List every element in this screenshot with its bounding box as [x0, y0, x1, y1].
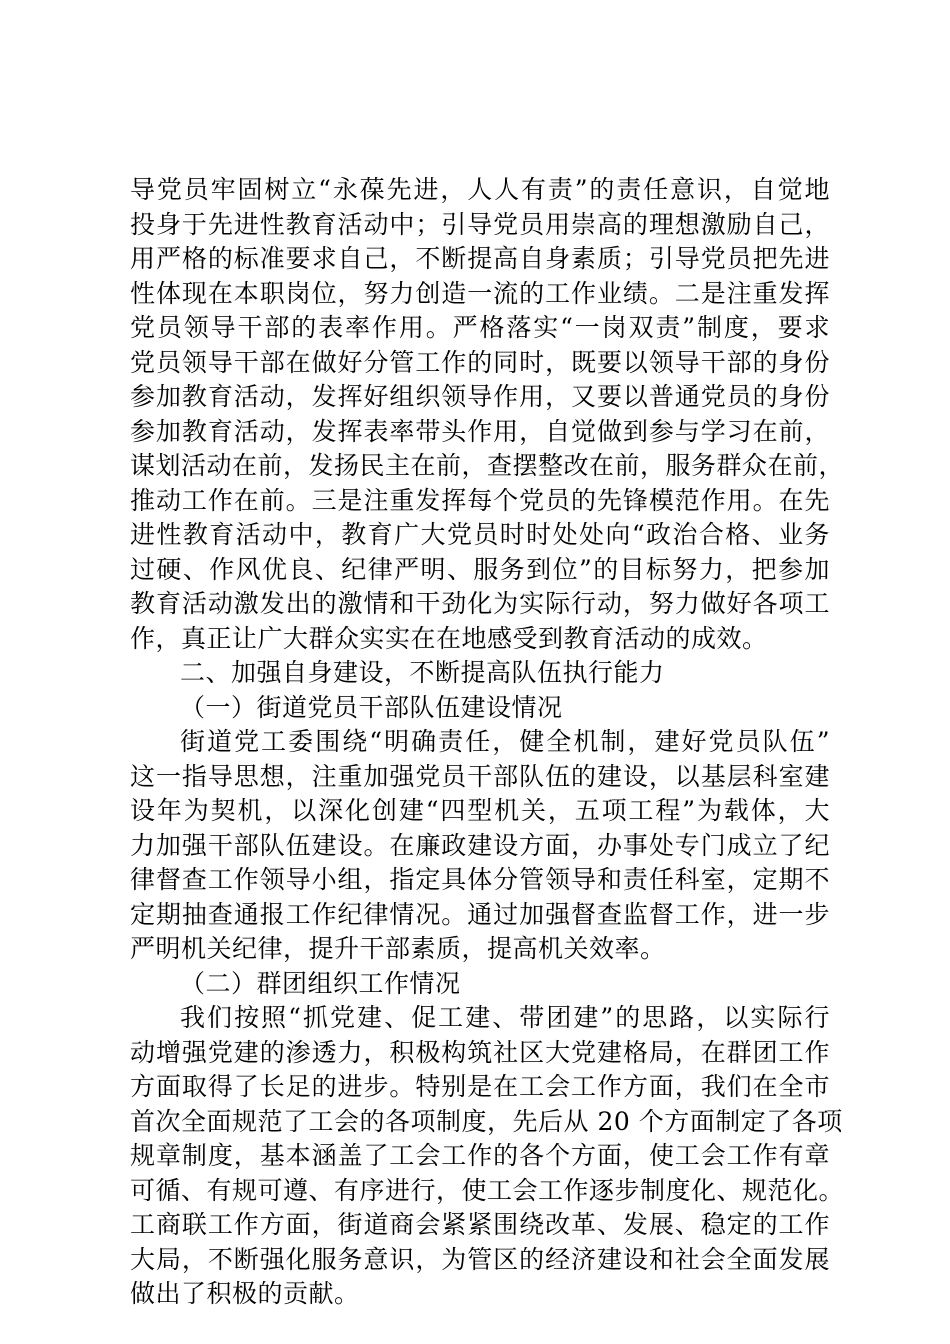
text-line: 做出了积极的贡献。 [130, 1279, 360, 1308]
paragraph-mass-organizations [130, 1001, 845, 1312]
text-line: 党员领导干部在做好分管工作的同时，既要以领导干部的身份 [130, 347, 830, 377]
document-body [130, 173, 845, 1312]
text-line: 谋划活动在前，发扬民主在前，查摆整改在前，服务群众在前， [130, 451, 845, 480]
text-line: 工商联工作方面，街道商会紧紧围绕改革、发展、稳定的工作 [130, 1210, 830, 1239]
text-line: 进性教育活动中，教育广大党员时时处处向“政治合格、业务 [130, 520, 830, 549]
text-line: 推动工作在前。三是注重发挥每个党员的先锋模范作用。在先 [130, 485, 830, 515]
section-heading-2 [130, 656, 830, 691]
text-line: 作，真正让广大群众实实在在地感受到教育活动的成效。 [130, 623, 768, 653]
text-line: 党员领导干部的表率作用。严格落实“一岗双责”制度，要求 [130, 313, 830, 342]
text-line: 我们按照“抓党建、促工建、带团建”的思路，以实际行 [180, 1003, 830, 1032]
text-line: 过硬、作风优良、纪律严明、服务到位”的目标努力，把参加 [130, 554, 830, 584]
text-line: 参加教育活动，发挥好组织领导作用，又要以普通党员的身份 [130, 382, 830, 411]
text-line: 用严格的标准要求自己，不断提高自身素质；引导党员把先进 [130, 244, 830, 273]
paragraph-cadre-team [130, 725, 830, 967]
heading-text: 二、加强自身建设，不断提高队伍执行能力 [180, 658, 665, 687]
text-line: 力加强干部队伍建设。在廉政建设方面，办事处专门成立了纪 [130, 830, 830, 860]
text-line: 律督查工作领导小组，指定具体分管领导和责任科室，定期不 [130, 865, 830, 894]
text-line: 可循、有规可遵、有序进行，使工会工作逐步制度化、规范化。 [130, 1175, 845, 1205]
heading-text: （一）街道党员干部队伍建设情况 [180, 692, 563, 722]
subsection-heading-1 [130, 691, 830, 726]
text-line: 参加教育活动，发挥表率带头作用，自觉做到参与学习在前， [130, 416, 830, 446]
text-line: 教育活动激发出的激情和干劲化为实际行动，努力做好各项工 [130, 589, 830, 618]
text-line: 设年为契机，以深化创建“四型机关，五项工程”为载体，大 [130, 796, 830, 825]
paragraph-party-member-role [130, 173, 845, 656]
subsection-heading-2 [130, 967, 830, 1002]
text-line: 导党员牢固树立“永葆先进，人人有责”的责任意识，自觉地 [130, 175, 830, 204]
text-line: 规章制度，基本涵盖了工会工作的各个方面，使工会工作有章 [130, 1141, 830, 1170]
text-line: 大局，不断强化服务意识，为管区的经济建设和社会全面发展 [130, 1244, 830, 1274]
heading-text: （二）群团组织工作情况 [180, 968, 461, 998]
text-line: 定期抽查通报工作纪律情况。通过加强督查监督工作，进一步 [130, 899, 830, 929]
text-line: 性体现在本职岗位，努力创造一流的工作业绩。二是注重发挥 [130, 278, 830, 308]
text-line: 严明机关纪律，提升干部素质，提高机关效率。 [130, 934, 666, 963]
text-line: 首次全面规范了工会的各项制度，先后从 20 个方面制定了各项 [130, 1106, 843, 1136]
text-line: 街道党工委围绕“明确责任，健全机制，建好党员队伍” [180, 727, 830, 756]
text-line: 方面取得了长足的进步。特别是在工会工作方面，我们在全市 [130, 1072, 830, 1101]
text-line: 动增强党建的渗透力，积极构筑社区大党建格局，在群团工作 [130, 1037, 830, 1067]
text-line: 投身于先进性教育活动中；引导党员用崇高的理想激励自己， [130, 209, 830, 239]
text-line: 这一指导思想，注重加强党员干部队伍的建设，以基层科室建 [130, 761, 830, 791]
